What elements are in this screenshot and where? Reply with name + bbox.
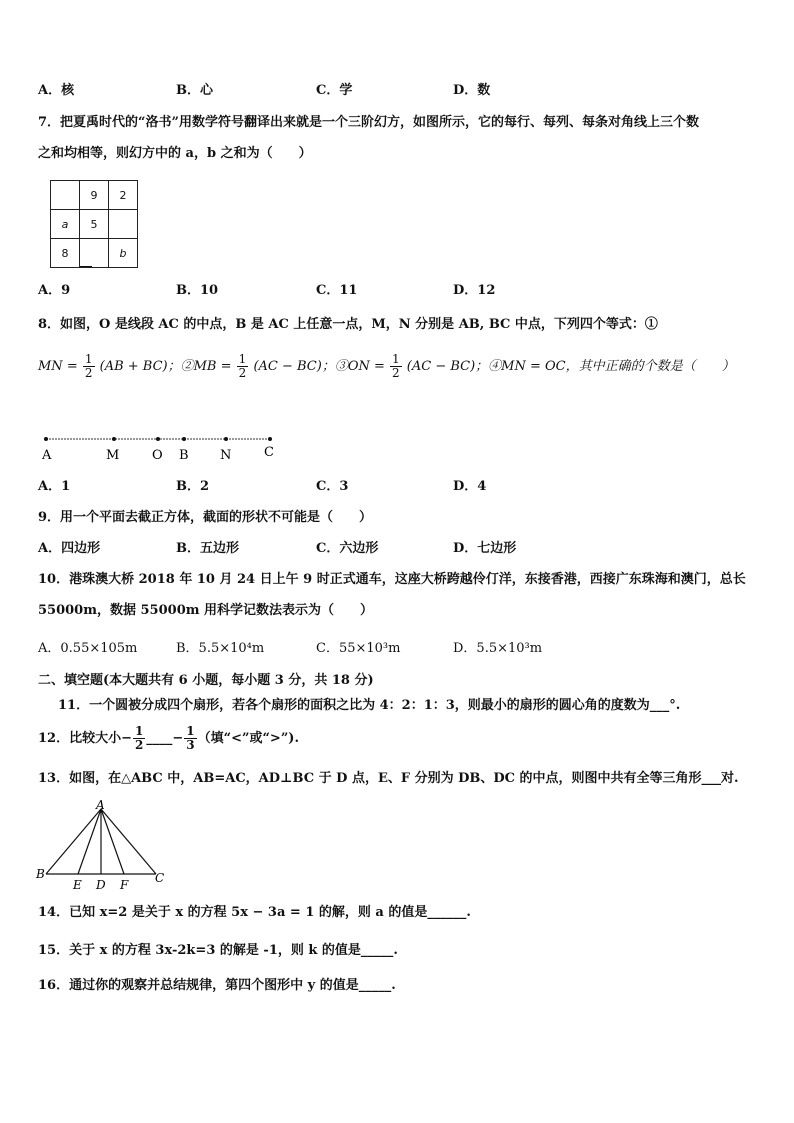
magic-cell: 9 [80,181,109,210]
magic-cell [80,239,109,268]
q8-option-b: B．2 [176,479,210,494]
magic-cell [51,181,80,210]
fraction-numerator: 1 [186,724,195,738]
q8-option-a: A．1 [38,479,71,494]
q9-option-a: A．四边形 [38,541,101,556]
q9-text: 9．用一个平面去截正方体，截面的形状不可能是（ ） [38,510,373,525]
q7-option-a: A．9 [38,283,71,298]
q8-eq3-body: (AC − BC)；④MN = OC，其中正确的个数是（ ） [406,359,735,374]
point-a [44,437,48,441]
segment-figure [36,430,286,464]
label-e: E [73,878,82,892]
q9-option-c: C．六边形 [316,541,379,556]
fraction [133,725,145,752]
fraction [237,353,249,380]
point-c [268,437,272,441]
triangle-figure [34,800,174,892]
fraction-denominator: 2 [84,366,93,380]
q10-text-line1: 10．港珠澳大桥 2018 年 10 月 24 日上午 9 时正式通车，这座大桥跨越伶仃洋，东接香港，西接广东珠海和澳门，总长 [38,572,746,587]
q7-option-c: C．11 [316,283,358,298]
q8-option-d: D．4 [453,479,487,494]
q7-text-line2: 之和均相等，则幻方中的 a，b 之和为（ ） [38,146,312,161]
fraction-denominator: 2 [392,366,400,380]
q9-option-b: B．五边形 [176,541,239,556]
q7-option-d: D．12 [453,283,496,298]
label-c: C [264,445,274,460]
fraction [184,725,196,752]
q10-option-a: A．0.55×105m [38,641,138,656]
q11-text: 11．一个圆被分成四个扇形，若各个扇形的面积之比为 4：2：1：3，则最小的扇形的圆心角的度数为___°. [58,698,681,713]
q12-mid: ____− [146,731,184,746]
q12-suffix: （填“<”或“>”). [197,731,299,746]
label-m: M [106,448,120,463]
point-b [182,437,186,441]
q7-text-line1: 7．把夏禹时代的“洛书”用数学符号翻译出来就是一个三阶幻方，如图所示，它的每行、每列、每条对角线上三个数 [38,115,700,130]
q6-option-a: A．核 [38,83,75,98]
q10-option-d: D．5.5×10³m [453,641,543,656]
q8-text-line1: 8．如图，O 是线段 AC 的中点，B 是 AC 上任意一点，M，N 分别是 AB, BC 中点，下列四个等式：① [38,317,658,332]
edge-ab [46,809,101,874]
fraction [83,353,95,380]
label-c: C [155,871,165,885]
q6-option-c: C．学 [316,83,353,98]
magic-cell: 8 [51,239,80,268]
fraction-denominator: 2 [134,738,144,752]
label-a: A [96,800,105,812]
q8-eq1-body: (AB + BC)；②MB = [99,359,232,374]
q14-text: 14．已知 x=2 是关于 x 的方程 5x − 3a = 1 的解，则 a 的值是______. [38,905,471,920]
q10-option-b: B．5.5×10⁴m [176,641,265,656]
edge-ae [78,809,101,874]
label-b: B [179,448,189,463]
label-f: F [120,878,129,892]
point-m [112,437,116,441]
magic-cell: b [109,239,138,268]
magic-cell: 2 [109,181,138,210]
fraction-denominator: 3 [186,738,195,752]
section-heading: 二、填空题(本大题共有 6 小题，每小题 3 分，共 18 分) [38,673,374,688]
magic-square-mark [80,266,92,267]
edge-af [101,809,124,874]
label-n: N [220,448,232,463]
q8-option-c: C．3 [316,479,349,494]
q16-text: 16．通过你的观察并总结规律，第四个图形中 y 的值是_____. [38,978,396,993]
q6-option-b: B．心 [176,83,213,98]
fraction-numerator: 1 [238,352,247,366]
q8-eq1-prefix: MN = [38,359,78,374]
q10-option-c: C．55×10³m [316,641,401,656]
magic-cell: a [51,210,80,239]
q6-option-d: D．数 [453,83,491,98]
label-o: O [152,448,163,463]
q12-prefix: 12．比较大小− [38,731,132,746]
point-o [156,437,160,441]
q10-text-line2: 55000m，数据 55000m 用科学记数法表示为（ ） [38,603,374,618]
label-b: B [36,867,45,881]
fraction-numerator: 1 [134,724,144,738]
magic-cell [109,210,138,239]
q8-equations [38,352,735,382]
q13-text: 13．如图，在△ABC 中，AB=AC，AD⊥BC 于 D 点，E、F 分别为 DB、DC 的中点，则图中共有全等三角形___对. [38,771,739,786]
point-n [224,437,228,441]
fraction-numerator: 1 [392,352,400,366]
q8-eq2-body: (AC − BC)；③ON = [253,359,385,374]
q12-text [38,724,299,754]
q15-text: 15．关于 x 的方程 3x-2k=3 的解是 -1，则 k 的值是_____. [38,943,398,958]
magic-square [50,180,138,268]
q9-option-d: D．七边形 [453,541,517,556]
fraction [390,353,402,380]
fraction-numerator: 1 [84,352,93,366]
label-a: A [42,448,52,463]
q7-option-b: B．10 [176,283,219,298]
label-d: D [96,878,106,892]
fraction-denominator: 2 [238,366,247,380]
magic-cell: 5 [80,210,109,239]
edge-ac [101,809,156,874]
